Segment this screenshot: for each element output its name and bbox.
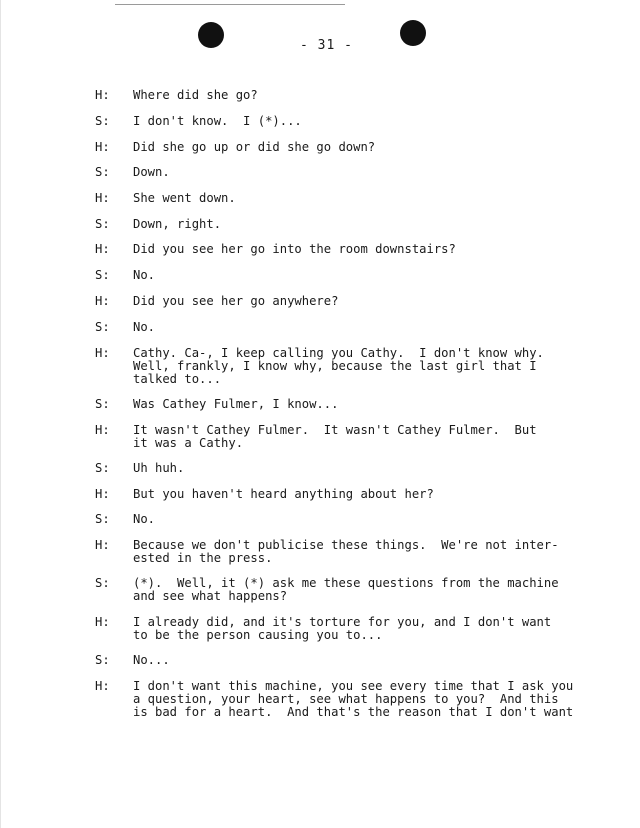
utterance-text: Down, right.	[133, 217, 222, 231]
speaker-label: S:	[95, 268, 110, 282]
speaker-label: H:	[95, 487, 110, 501]
utterance-text: Was Cathey Fulmer, I know...	[133, 397, 339, 411]
utterance-text: Did you see her go anywhere?	[133, 294, 339, 308]
punch-hole-right	[400, 20, 426, 46]
speaker-label: H:	[95, 140, 110, 154]
page-number: - 31 -	[300, 38, 353, 53]
utterance-text: (*). Well, it (*) ask me these questions from the machine and see what happens?	[133, 576, 559, 603]
top-rule-line	[115, 4, 345, 5]
utterance-text: Down.	[133, 165, 170, 179]
utterance-text: No.	[133, 268, 156, 282]
speaker-label: S:	[95, 461, 110, 475]
utterance-text: Where did she go?	[133, 88, 258, 102]
utterance-text: I don't know. I (*)...	[133, 114, 302, 128]
speaker-label: H:	[95, 346, 110, 360]
speaker-label: H:	[95, 679, 110, 693]
utterance-text: Because we don't publicise these things. We're not inter- ested in the press.	[133, 538, 559, 565]
speaker-label: S:	[95, 165, 110, 179]
utterance-text: But you haven't heard anything about her?	[133, 487, 434, 501]
speaker-label: S:	[95, 512, 110, 526]
speaker-label: S:	[95, 217, 110, 231]
utterance-text: I don't want this machine, you see every time that I ask you a question, your heart, see what happens to you? And this is bad for a heart. And that's the reason that I don't want	[133, 679, 574, 719]
utterance-text: Did she go up or did she go down?	[133, 140, 376, 154]
speaker-label: H:	[95, 294, 110, 308]
utterance-text: Did you see her go into the room downstairs?	[133, 242, 456, 256]
speaker-label: H:	[95, 615, 110, 629]
speaker-label: H:	[95, 242, 110, 256]
utterance-text: I already did, and it's torture for you, and I don't want to be the person causing you to...	[133, 615, 552, 642]
utterance-text: Cathy. Ca-, I keep calling you Cathy. I don't know why. Well, frankly, I know why, because the last girl that I talked to...	[133, 346, 544, 386]
utterance-text: Uh huh.	[133, 461, 185, 475]
speaker-label: H:	[95, 88, 110, 102]
speaker-label: S:	[95, 576, 110, 590]
utterance-text: No...	[133, 653, 170, 667]
speaker-label: S:	[95, 114, 110, 128]
utterance-text: No.	[133, 512, 156, 526]
punch-hole-left	[198, 22, 224, 48]
utterance-text: It wasn't Cathey Fulmer. It wasn't Cathey Fulmer. But it was a Cathy.	[133, 423, 537, 450]
speaker-label: S:	[95, 397, 110, 411]
speaker-label: H:	[95, 423, 110, 437]
speaker-label: H:	[95, 538, 110, 552]
speaker-label: H:	[95, 191, 110, 205]
utterance-text: She went down.	[133, 191, 236, 205]
speaker-label: S:	[95, 320, 110, 334]
page-edge-shadow	[0, 0, 1, 828]
utterance-text: No.	[133, 320, 156, 334]
speaker-label: S:	[95, 653, 110, 667]
